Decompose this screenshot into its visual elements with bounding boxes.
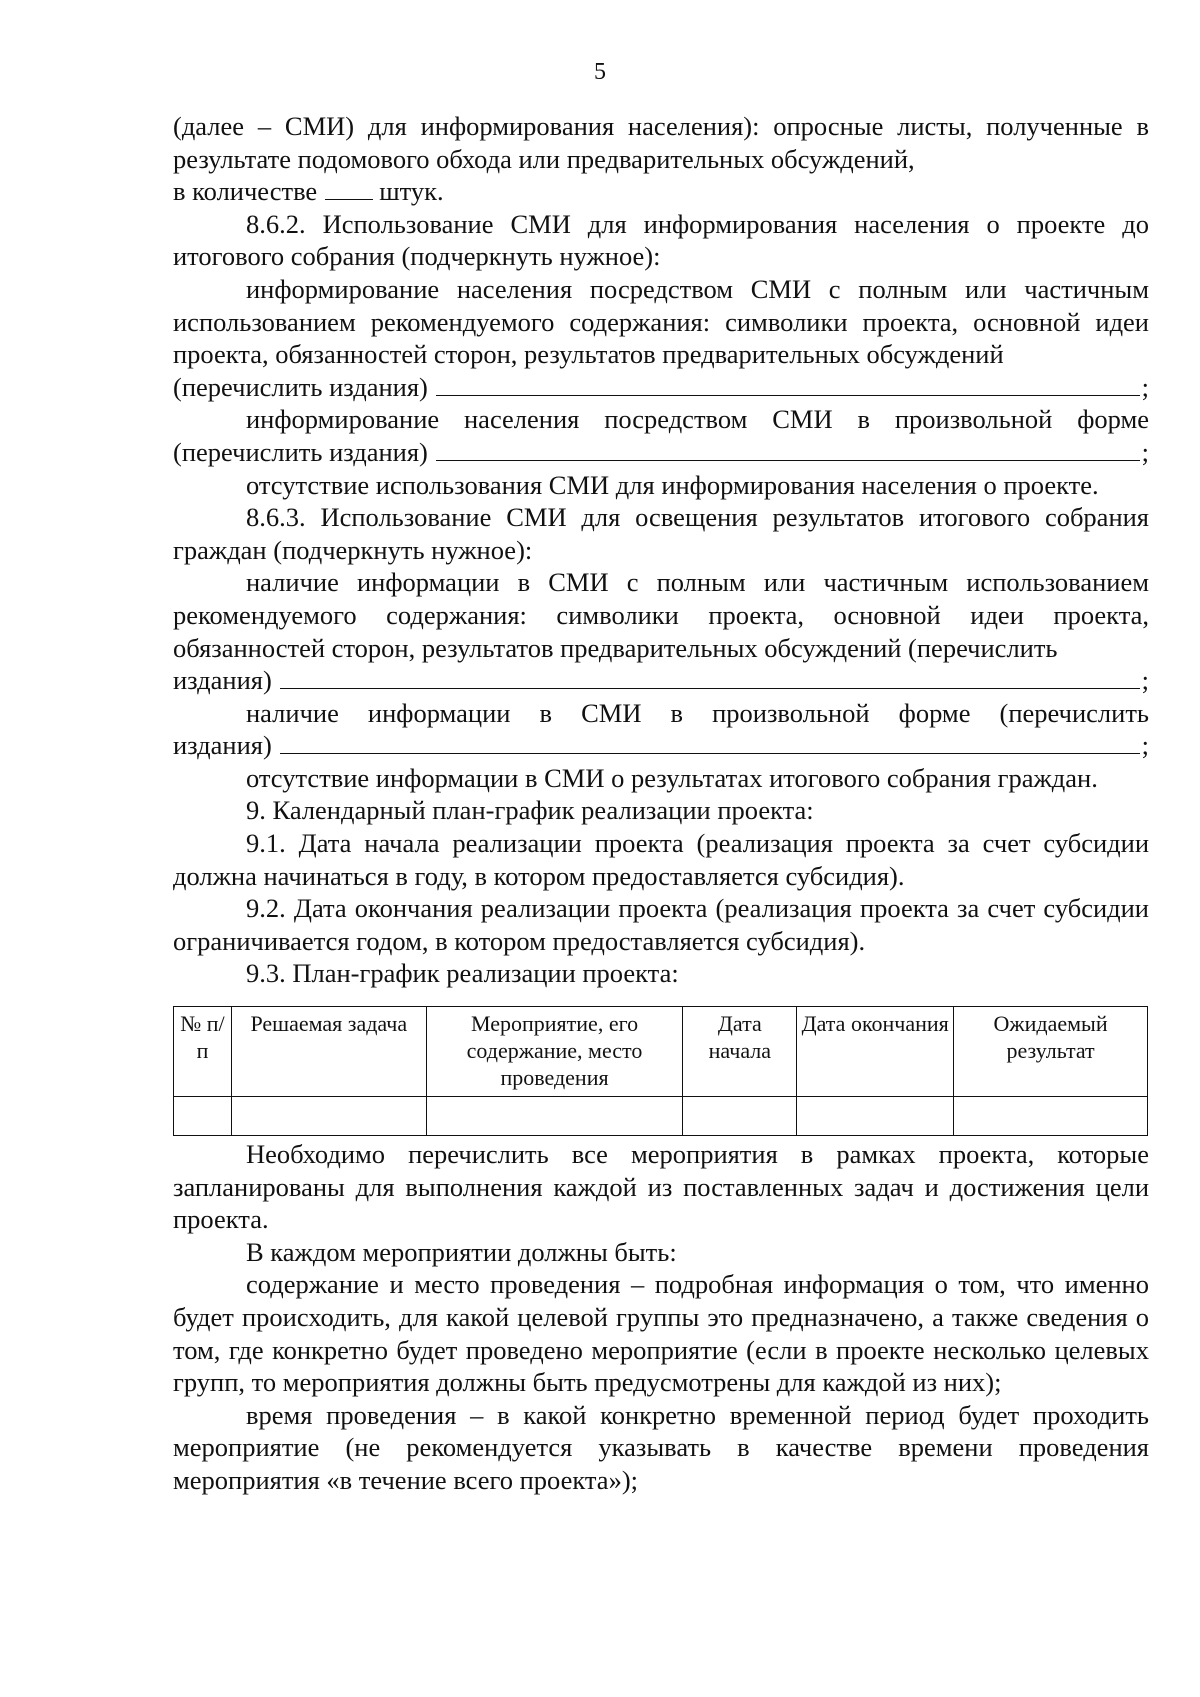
document-body (173, 110, 1149, 1497)
fill-line-editions-4 (173, 729, 1149, 762)
paragraph-time: время проведения – в какой конкретно временной период будет проходить мероприятие (не рекомендуется указывать в качестве времени проведения мероприятия «в течение всего проекта»); (173, 1399, 1149, 1495)
table-cell (174, 1097, 232, 1136)
option-info-free-form: наличие информации в СМИ в произвольной форме (перечислить (246, 697, 1149, 728)
table-header-row (174, 1007, 1148, 1097)
fill-label: издания) (173, 665, 272, 696)
paragraph-quantity-line (173, 175, 1149, 208)
section-9: 9. Календарный план-график реализации проекта: (246, 795, 814, 826)
table-header-cell: Ожидаемый результат (954, 1007, 1148, 1097)
section-8-6-3: 8.6.3. Использование СМИ для освещения результатов итогового собрания граждан (подчеркнуть нужное): (173, 502, 1149, 565)
option-no-smi: отсутствие использования СМИ для информирования населения о проекте. (246, 469, 1099, 500)
section-9-1: 9.1. Дата начала реализации проекта (реализация проекта за счет субсидии должна начинаться в году, в котором предоставляется субсидия). (173, 828, 1149, 891)
fill-end: ; (1141, 371, 1149, 402)
section-8-6-2: 8.6.2. Использование СМИ для информирования населения о проекте до итогового собрания (подчеркнуть нужное): (173, 208, 1149, 272)
table-row (174, 1097, 1148, 1136)
fill-underline (280, 731, 1140, 754)
quantity-label: в количестве (173, 176, 318, 207)
table-cell (954, 1097, 1148, 1136)
table-cell (797, 1097, 954, 1136)
paragraph-smi-continuation (173, 110, 1149, 175)
option-full-content: информирование населения посредством СМИ с полным или частичным использованием рекомендуемого содержания: символики проекта, основной идеи проекта, обязанностей сторон, результатов предварительных обсуждений (173, 273, 1149, 370)
fill-underline (436, 373, 1140, 396)
table-header-cell: № п/п (174, 1007, 232, 1097)
table-header-cell: Дата начала (683, 1007, 797, 1097)
quantity-unit: штук. (379, 176, 444, 207)
fill-end: ; (1141, 730, 1149, 761)
option-free-form: информирование населения посредством СМИ в произвольной форме (246, 404, 1149, 435)
quantity-blank (325, 179, 373, 200)
option-info-full-content: наличие информации в СМИ с полным или частичным использованием рекомендуемого содержания: символики проекта, основной идеи проекта, обязанностей сторон, результатов предварительных обсуждений (перечислить (173, 567, 1149, 663)
paragraph-list-events: Необходимо перечислить все мероприятия в рамках проекта, которые запланированы для выполнения каждой из поставленных задач и достижения цели проекта. (173, 1139, 1149, 1235)
section-9-3: 9.3. План-график реализации проекта: (246, 958, 679, 989)
page-number: 5 (594, 59, 606, 85)
table-header-cell: Решаемая задача (231, 1007, 426, 1097)
fill-line-editions-2 (173, 436, 1149, 469)
paragraph-content-place: содержание и место проведения – подробная информация о том, что именно будет происходить, для какой целевой группы это предназначено, а также сведения о том, где конкретно будет проведено мероприятие (если в проекте несколько целевых групп, то мероприятия должны быть предусмотрены для каждой из них); (173, 1269, 1149, 1398)
fill-line-editions-1 (173, 371, 1149, 404)
fill-line-editions-3 (173, 664, 1149, 697)
table-cell (426, 1097, 683, 1136)
plan-schedule-table (173, 1006, 1148, 1136)
fill-label: (перечислить издания) (173, 436, 428, 467)
fill-label: (перечислить издания) (173, 371, 428, 402)
paragraph-text: (далее – СМИ) для информирования населения): опросные листы, полученные в результате подомового обхода или предварительных обсуждений, (173, 111, 1149, 174)
fill-end: ; (1141, 665, 1149, 696)
option-no-info: отсутствие информации в СМИ о результатах итогового собрания граждан. (246, 762, 1098, 793)
table-cell (683, 1097, 797, 1136)
fill-underline (436, 438, 1140, 461)
table-header-cell: Мероприятие, его содержание, место проведения (426, 1007, 683, 1097)
fill-end: ; (1141, 436, 1149, 467)
fill-label: издания) (173, 730, 272, 761)
fill-underline (280, 666, 1140, 689)
table-cell (231, 1097, 426, 1136)
table-header-cell: Дата окончания (797, 1007, 954, 1097)
section-9-2: 9.2. Дата окончания реализации проекта (реализация проекта за счет субсидии ограничивается годом, в котором предоставляется субсидия). (173, 893, 1149, 956)
paragraph-each-event: В каждом мероприятии должны быть: (246, 1236, 677, 1267)
